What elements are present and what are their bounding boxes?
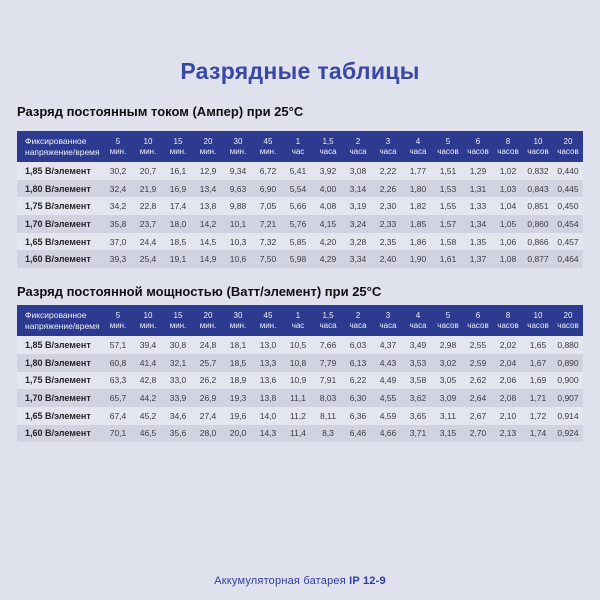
value-cell: 1,31	[469, 183, 487, 194]
value-cell: 7,05	[259, 201, 277, 212]
value-cell: 0,860	[527, 218, 549, 229]
value-cell: 4,00	[319, 183, 337, 194]
value-cell: 57,1	[109, 339, 127, 350]
value-cell: 14,9	[199, 254, 217, 265]
voltage-row-label: 1,65 В/элемент	[25, 410, 91, 421]
value-cell: 35,6	[169, 428, 187, 439]
time-column-header: 3 часа	[373, 131, 403, 162]
value-cell: 9,34	[229, 165, 247, 176]
value-cell: 7,21	[259, 218, 277, 229]
time-column-header: 10 часов	[523, 305, 553, 336]
value-cell: 30,2	[109, 165, 127, 176]
value-cell: 4,55	[379, 393, 397, 404]
value-cell: 7,91	[319, 375, 337, 386]
value-cell: 0,924	[557, 428, 579, 439]
value-cell: 21,9	[139, 183, 157, 194]
value-cell: 2,33	[379, 218, 397, 229]
value-cell: 0,914	[557, 410, 579, 421]
value-cell: 3,24	[349, 218, 367, 229]
value-cell: 37,0	[109, 236, 127, 247]
value-cell: 13,0	[259, 339, 277, 350]
time-column-header: 20 мин.	[193, 305, 223, 336]
value-cell: 1,85	[409, 218, 427, 229]
value-cell: 2,08	[499, 393, 517, 404]
value-cell: 3,62	[409, 393, 427, 404]
time-column-header: 1 час	[283, 305, 313, 336]
voltage-row-label: 1,70 В/элемент	[25, 218, 91, 229]
time-column-header: 6 часов	[463, 131, 493, 162]
time-column-header: 30 мин.	[223, 305, 253, 336]
value-cell: 46,5	[139, 428, 157, 439]
value-cell: 2,30	[379, 201, 397, 212]
value-cell: 45,2	[139, 410, 157, 421]
value-cell: 10,6	[229, 254, 247, 265]
value-cell: 2,98	[439, 339, 457, 350]
voltage-row-label: 1,80 В/элемент	[25, 357, 91, 368]
value-cell: 1,72	[529, 410, 547, 421]
table-row	[17, 250, 583, 268]
value-cell: 19,1	[169, 254, 187, 265]
value-cell: 0,851	[527, 201, 549, 212]
value-cell: 3,58	[409, 375, 427, 386]
time-column-header: 8 часов	[493, 131, 523, 162]
value-cell: 3,28	[349, 236, 367, 247]
value-cell: 4,20	[319, 236, 337, 247]
value-cell: 18,1	[229, 339, 247, 350]
value-cell: 0,445	[557, 183, 579, 194]
table-row	[17, 389, 583, 407]
time-column-header: 20 часов	[553, 305, 583, 336]
value-cell: 3,65	[409, 410, 427, 421]
value-cell: 0,440	[557, 165, 579, 176]
corner-header: Фиксированное напряжение/время	[17, 131, 103, 162]
value-cell: 4,66	[379, 428, 397, 439]
value-cell: 0,450	[557, 201, 579, 212]
value-cell: 2,70	[469, 428, 487, 439]
value-cell: 1,77	[409, 165, 427, 176]
value-cell: 2,64	[469, 393, 487, 404]
value-cell: 11,2	[290, 410, 306, 421]
value-cell: 4,43	[379, 357, 397, 368]
value-cell: 13,8	[259, 393, 277, 404]
value-cell: 32,4	[109, 183, 127, 194]
value-cell: 18,5	[229, 357, 247, 368]
value-cell: 1,02	[499, 165, 517, 176]
value-cell: 10,9	[289, 375, 307, 386]
footer-model: IP 12-9	[349, 575, 386, 587]
voltage-row-label: 1,60 В/элемент	[25, 428, 91, 439]
table-row	[17, 215, 583, 233]
value-cell: 3,15	[439, 428, 457, 439]
discharge-power-table	[17, 305, 583, 442]
time-column-header: 10 мин.	[133, 305, 163, 336]
value-cell: 1,74	[529, 428, 547, 439]
value-cell: 0,843	[527, 183, 549, 194]
voltage-row-label: 1,85 В/элемент	[25, 165, 91, 176]
section-discharge-power	[0, 284, 600, 442]
time-column-header: 45 мин.	[253, 305, 283, 336]
value-cell: 2,06	[499, 375, 517, 386]
value-cell: 1,57	[439, 218, 457, 229]
value-cell: 5,98	[289, 254, 307, 265]
value-cell: 4,08	[319, 201, 337, 212]
value-cell: 32,1	[169, 357, 187, 368]
value-cell: 6,36	[349, 410, 367, 421]
table-row	[17, 180, 583, 198]
value-cell: 1,65	[529, 339, 547, 350]
value-cell: 67,4	[109, 410, 127, 421]
value-cell: 1,82	[409, 201, 427, 212]
value-cell: 63,3	[109, 375, 127, 386]
time-column-header: 5 мин.	[103, 305, 133, 336]
value-cell: 4,29	[319, 254, 337, 265]
value-cell: 1,90	[409, 254, 427, 265]
value-cell: 1,34	[469, 218, 487, 229]
value-cell: 1,55	[439, 201, 457, 212]
value-cell: 1,86	[409, 236, 427, 247]
value-cell: 0,832	[527, 165, 549, 176]
value-cell: 4,15	[319, 218, 337, 229]
value-cell: 5,41	[289, 165, 307, 176]
value-cell: 28,0	[199, 428, 217, 439]
value-cell: 60,8	[109, 357, 127, 368]
value-cell: 0,464	[557, 254, 579, 265]
value-cell: 35,8	[109, 218, 127, 229]
value-cell: 39,3	[109, 254, 127, 265]
value-cell: 0,880	[557, 339, 579, 350]
time-column-header: 20 мин.	[193, 131, 223, 162]
corner-header: Фиксированное напряжение/время	[17, 305, 103, 336]
value-cell: 12,9	[199, 165, 217, 176]
value-cell: 34,6	[169, 410, 187, 421]
value-cell: 22,8	[139, 201, 157, 212]
time-column-header: 10 часов	[523, 131, 553, 162]
value-cell: 3,53	[409, 357, 427, 368]
value-cell: 13,8	[199, 201, 217, 212]
value-cell: 2,59	[469, 357, 487, 368]
value-cell: 1,03	[499, 183, 517, 194]
value-cell: 5,54	[289, 183, 307, 194]
time-column-header: 5 часов	[433, 131, 463, 162]
value-cell: 2,62	[469, 375, 487, 386]
value-cell: 10,3	[229, 236, 247, 247]
value-cell: 7,32	[259, 236, 277, 247]
table-header-row	[17, 305, 583, 336]
value-cell: 3,92	[319, 165, 337, 176]
value-cell: 6,90	[259, 183, 277, 194]
value-cell: 16,9	[169, 183, 187, 194]
value-cell: 14,0	[259, 410, 277, 421]
table-row	[17, 372, 583, 390]
value-cell: 1,53	[439, 183, 457, 194]
value-cell: 0,877	[527, 254, 549, 265]
section-discharge-current	[0, 104, 600, 268]
time-column-header: 30 мин.	[223, 131, 253, 162]
value-cell: 1,58	[439, 236, 457, 247]
value-cell: 10,1	[229, 218, 247, 229]
value-cell: 3,11	[440, 410, 456, 421]
value-cell: 19,6	[229, 410, 247, 421]
value-cell: 0,890	[557, 357, 579, 368]
value-cell: 24,4	[139, 236, 157, 247]
value-cell: 4,59	[379, 410, 397, 421]
time-column-header: 15 мин.	[163, 131, 193, 162]
value-cell: 65,7	[109, 393, 127, 404]
value-cell: 0,866	[527, 236, 549, 247]
table-row	[17, 354, 583, 372]
value-cell: 0,900	[557, 375, 579, 386]
table-row	[17, 162, 583, 180]
time-column-header: 3 часа	[373, 305, 403, 336]
value-cell: 1,06	[499, 236, 517, 247]
time-column-header: 5 часов	[433, 305, 463, 336]
value-cell: 5,66	[289, 201, 307, 212]
value-cell: 2,02	[499, 339, 517, 350]
voltage-row-label: 1,85 В/элемент	[25, 339, 91, 350]
value-cell: 8,3	[322, 428, 334, 439]
page-title: Разрядные таблицы	[180, 58, 420, 84]
value-cell: 3,34	[349, 254, 367, 265]
value-cell: 1,05	[499, 218, 517, 229]
value-cell: 27,4	[199, 410, 217, 421]
value-cell: 16,1	[169, 165, 187, 176]
value-cell: 6,03	[349, 339, 367, 350]
value-cell: 10,8	[289, 357, 307, 368]
time-column-header: 4 часа	[403, 305, 433, 336]
value-cell: 3,08	[349, 165, 367, 176]
discharge-current-table	[17, 131, 583, 268]
voltage-row-label: 1,70 В/элемент	[25, 393, 91, 404]
value-cell: 1,33	[469, 201, 487, 212]
voltage-row-label: 1,65 В/элемент	[25, 236, 91, 247]
value-cell: 2,26	[379, 183, 397, 194]
value-cell: 3,49	[409, 339, 427, 350]
value-cell: 33,0	[169, 375, 187, 386]
value-cell: 25,4	[139, 254, 157, 265]
value-cell: 2,22	[379, 165, 397, 176]
value-cell: 18,5	[169, 236, 187, 247]
voltage-row-label: 1,80 В/элемент	[25, 183, 91, 194]
value-cell: 2,35	[379, 236, 397, 247]
value-cell: 14,3	[259, 428, 277, 439]
table-header-row	[17, 131, 583, 162]
value-cell: 1,35	[469, 236, 487, 247]
value-cell: 8,03	[319, 393, 337, 404]
value-cell: 7,50	[259, 254, 277, 265]
value-cell: 6,46	[349, 428, 367, 439]
time-column-header: 1 час	[283, 131, 313, 162]
value-cell: 20,7	[139, 165, 157, 176]
value-cell: 2,10	[499, 410, 517, 421]
value-cell: 0,454	[557, 218, 579, 229]
value-cell: 14,2	[199, 218, 217, 229]
value-cell: 18,9	[229, 375, 247, 386]
time-column-header: 10 мин.	[133, 131, 163, 162]
value-cell: 6,13	[349, 357, 367, 368]
heading-discharge-power: Разряд постоянной мощностью (Ватт/элемент) при 25°C	[17, 284, 382, 300]
value-cell: 4,49	[379, 375, 397, 386]
value-cell: 70,1	[109, 428, 127, 439]
value-cell: 6,30	[349, 393, 367, 404]
time-column-header: 2 часа	[343, 131, 373, 162]
page-footer	[0, 575, 600, 587]
value-cell: 2,55	[469, 339, 487, 350]
value-cell: 11,4	[290, 428, 306, 439]
value-cell: 26,2	[199, 375, 217, 386]
value-cell: 3,14	[349, 183, 367, 194]
value-cell: 2,04	[499, 357, 517, 368]
value-cell: 4,37	[379, 339, 397, 350]
value-cell: 3,09	[439, 393, 457, 404]
table-row	[17, 197, 583, 215]
value-cell: 24,8	[199, 339, 217, 350]
time-column-header: 8 часов	[493, 305, 523, 336]
value-cell: 5,85	[289, 236, 307, 247]
value-cell: 1,69	[529, 375, 547, 386]
value-cell: 20,0	[229, 428, 247, 439]
value-cell: 5,76	[289, 218, 307, 229]
value-cell: 6,22	[349, 375, 367, 386]
time-column-header: 15 мин.	[163, 305, 193, 336]
value-cell: 0,457	[557, 236, 579, 247]
value-cell: 14,5	[199, 236, 217, 247]
voltage-row-label: 1,75 В/элемент	[25, 375, 91, 386]
time-column-header: 1,5 часа	[313, 305, 343, 336]
value-cell: 1,80	[409, 183, 427, 194]
value-cell: 1,51	[439, 165, 457, 176]
table-row	[17, 425, 583, 443]
value-cell: 3,05	[439, 375, 457, 386]
table-row	[17, 407, 583, 425]
value-cell: 1,37	[469, 254, 487, 265]
value-cell: 19,3	[229, 393, 247, 404]
value-cell: 1,61	[439, 254, 457, 265]
value-cell: 7,66	[319, 339, 337, 350]
value-cell: 23,7	[139, 218, 157, 229]
value-cell: 17,4	[169, 201, 187, 212]
value-cell: 7,79	[319, 357, 337, 368]
value-cell: 39,4	[139, 339, 157, 350]
value-cell: 30,8	[169, 339, 187, 350]
value-cell: 13,4	[199, 183, 217, 194]
value-cell: 1,08	[499, 254, 517, 265]
value-cell: 44,2	[139, 393, 157, 404]
value-cell: 42,8	[139, 375, 157, 386]
value-cell: 3,02	[439, 357, 457, 368]
footer-text: Аккумуляторная батарея	[214, 575, 346, 587]
value-cell: 10,5	[289, 339, 307, 350]
value-cell: 2,67	[469, 410, 487, 421]
time-column-header: 45 мин.	[253, 131, 283, 162]
value-cell: 2,40	[379, 254, 397, 265]
value-cell: 1,71	[529, 393, 547, 404]
value-cell: 18,0	[169, 218, 187, 229]
time-column-header: 5 мин.	[103, 131, 133, 162]
time-column-header: 6 часов	[463, 305, 493, 336]
value-cell: 1,04	[499, 201, 517, 212]
value-cell: 3,71	[409, 428, 427, 439]
value-cell: 9,63	[229, 183, 247, 194]
time-column-header: 2 часа	[343, 305, 373, 336]
heading-discharge-current: Разряд постоянным током (Ампер) при 25°C	[17, 104, 304, 119]
table-row	[17, 336, 583, 354]
value-cell: 13,3	[259, 357, 277, 368]
value-cell: 0,907	[557, 393, 579, 404]
value-cell: 25,7	[199, 357, 217, 368]
value-cell: 6,72	[259, 165, 277, 176]
time-column-header: 20 часов	[553, 131, 583, 162]
value-cell: 26,9	[199, 393, 217, 404]
value-cell: 11,1	[290, 393, 306, 404]
time-column-header: 4 часа	[403, 131, 433, 162]
time-column-header: 1,5 часа	[313, 131, 343, 162]
value-cell: 1,29	[469, 165, 487, 176]
value-cell: 8,11	[320, 410, 336, 421]
value-cell: 33,9	[169, 393, 187, 404]
value-cell: 9,88	[229, 201, 247, 212]
value-cell: 1,67	[529, 357, 547, 368]
voltage-row-label: 1,75 В/элемент	[25, 201, 91, 212]
value-cell: 41,4	[139, 357, 157, 368]
value-cell: 3,19	[349, 201, 367, 212]
table-row	[17, 233, 583, 251]
value-cell: 34,2	[109, 201, 127, 212]
value-cell: 13,6	[259, 375, 277, 386]
voltage-row-label: 1,60 В/элемент	[25, 254, 91, 265]
value-cell: 2,13	[499, 428, 517, 439]
